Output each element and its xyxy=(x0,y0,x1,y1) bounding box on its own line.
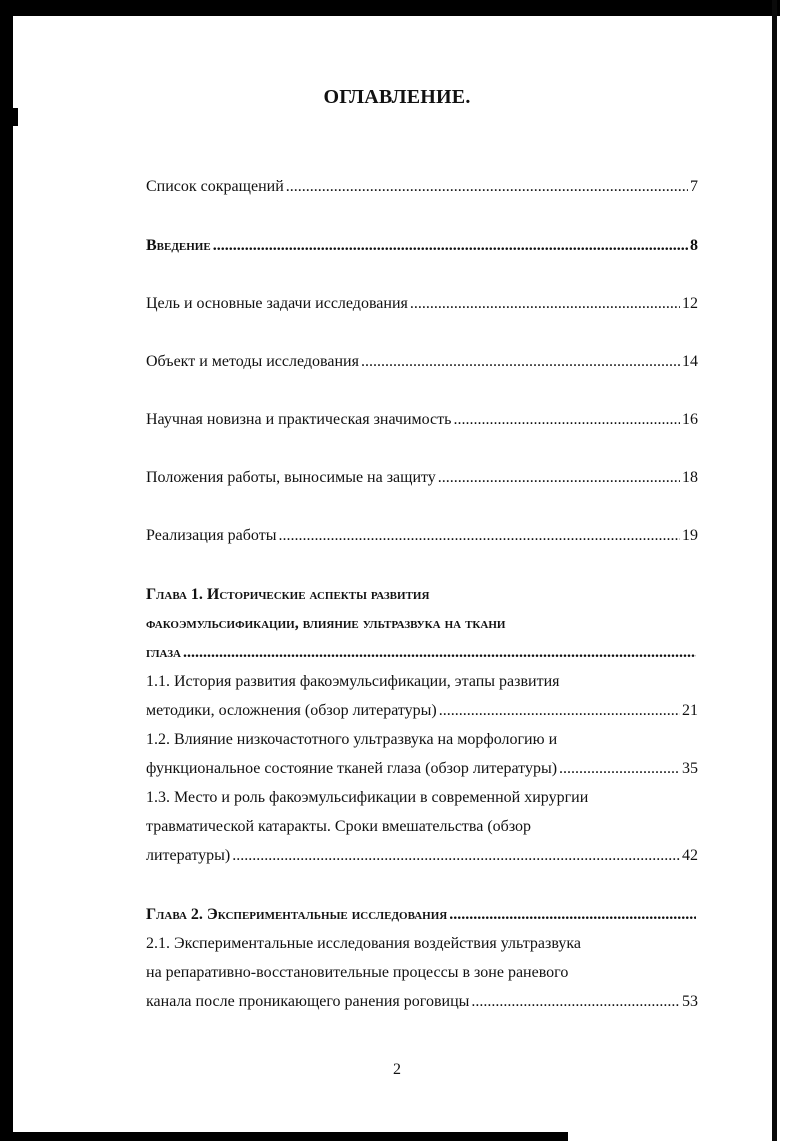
leader-dots xyxy=(286,172,688,201)
section-line: 1.2. Влияние низкочастотного ультразвука на морфологию и xyxy=(146,731,558,748)
toc-entry-text: Объект и методы исследования xyxy=(146,353,359,370)
toc-entry-methods[interactable] xyxy=(146,347,698,376)
toc-page-number: 42 xyxy=(682,847,698,864)
leader-dots xyxy=(213,231,688,260)
section-line: 2.1. Экспериментальные исследования воздействия ультразвука xyxy=(146,935,581,952)
section-line: методики, осложнения (обзор литературы) xyxy=(146,702,437,719)
toc-entry-text: Список сокращений xyxy=(146,178,284,195)
toc-entry-text: Научная новизна и практическая значимость xyxy=(146,411,452,428)
chapter-heading-line: глаза xyxy=(146,644,181,661)
section-line: литературы) xyxy=(146,847,231,864)
toc-entry-novelty[interactable] xyxy=(146,405,698,434)
toc-entry-text: Введение xyxy=(146,237,211,254)
toc-entry-abbreviations[interactable] xyxy=(146,172,698,201)
leader-dots xyxy=(410,289,680,318)
toc-page-number: 7 xyxy=(690,178,698,195)
leader-dots xyxy=(559,754,680,783)
leader-dots xyxy=(449,900,696,929)
scan-border-right xyxy=(772,0,777,1141)
section-line: 1.3. Место и роль факоэмульсификации в современной хирургии xyxy=(146,789,589,806)
scan-notch xyxy=(544,0,552,16)
section-line: канала после проникающего ранения роговицы xyxy=(146,993,470,1010)
page-number: 2 xyxy=(393,1061,401,1078)
chapter-heading-line: Глава 1. Исторические аспекты развития xyxy=(146,586,430,603)
toc-entry-introduction[interactable] xyxy=(146,231,698,260)
leader-dots xyxy=(439,696,680,725)
toc-page-number: 16 xyxy=(682,411,698,428)
leader-dots xyxy=(361,347,680,376)
section-line: функциональное состояние тканей глаза (обзор литературы) xyxy=(146,760,558,777)
scan-border-left xyxy=(0,0,13,1141)
toc-section-2-1[interactable] xyxy=(146,929,698,1016)
section-line: на репаративно-восстановительные процессы в зоне раневого xyxy=(146,964,569,981)
toc-page-number: 12 xyxy=(682,295,698,312)
toc-page-number: 8 xyxy=(690,237,698,254)
chapter-heading-line: Глава 2. Экспериментальные исследования xyxy=(146,906,448,923)
leader-dots xyxy=(278,521,680,550)
toc-chapter-1[interactable] xyxy=(146,580,698,667)
toc-entry-text: Положения работы, выносимые на защиту xyxy=(146,469,436,486)
leader-dots xyxy=(453,405,680,434)
toc-entry-implementation[interactable] xyxy=(146,521,698,550)
toc-section-1-2[interactable] xyxy=(146,725,698,783)
toc-entry-goals[interactable] xyxy=(146,289,698,318)
section-line: 1.1. История развития факоэмульсификации, этапы развития xyxy=(146,673,560,690)
toc-entry-text: Цель и основные задачи исследования xyxy=(146,295,408,312)
leader-dots xyxy=(232,841,680,870)
toc-chapter-2[interactable] xyxy=(146,900,698,929)
toc-page-number: 14 xyxy=(682,353,698,370)
toc-entry-text: Реализация работы xyxy=(146,527,277,544)
page-title: ОГЛАВЛЕНИЕ. xyxy=(323,86,471,108)
toc-page-number: 21 xyxy=(682,702,698,719)
scan-mark xyxy=(13,108,18,126)
leader-dots xyxy=(183,638,696,667)
toc-page-number: 53 xyxy=(682,993,698,1010)
toc-section-1-3[interactable] xyxy=(146,783,698,870)
toc-page-number: 35 xyxy=(682,760,698,777)
toc-page-number: 19 xyxy=(682,527,698,544)
scan-border-top xyxy=(0,0,780,16)
toc-page-number: 18 xyxy=(682,469,698,486)
section-line: травматической катаракты. Сроки вмешательства (обзор xyxy=(146,818,532,835)
leader-dots xyxy=(471,987,680,1016)
scan-border-bottom xyxy=(0,1132,568,1141)
chapter-heading-line: факоэмульсификации, влияние ультразвука на ткани xyxy=(146,615,506,632)
toc-section-1-1[interactable] xyxy=(146,667,698,725)
toc-entry-theses[interactable] xyxy=(146,463,698,492)
leader-dots xyxy=(438,463,680,492)
